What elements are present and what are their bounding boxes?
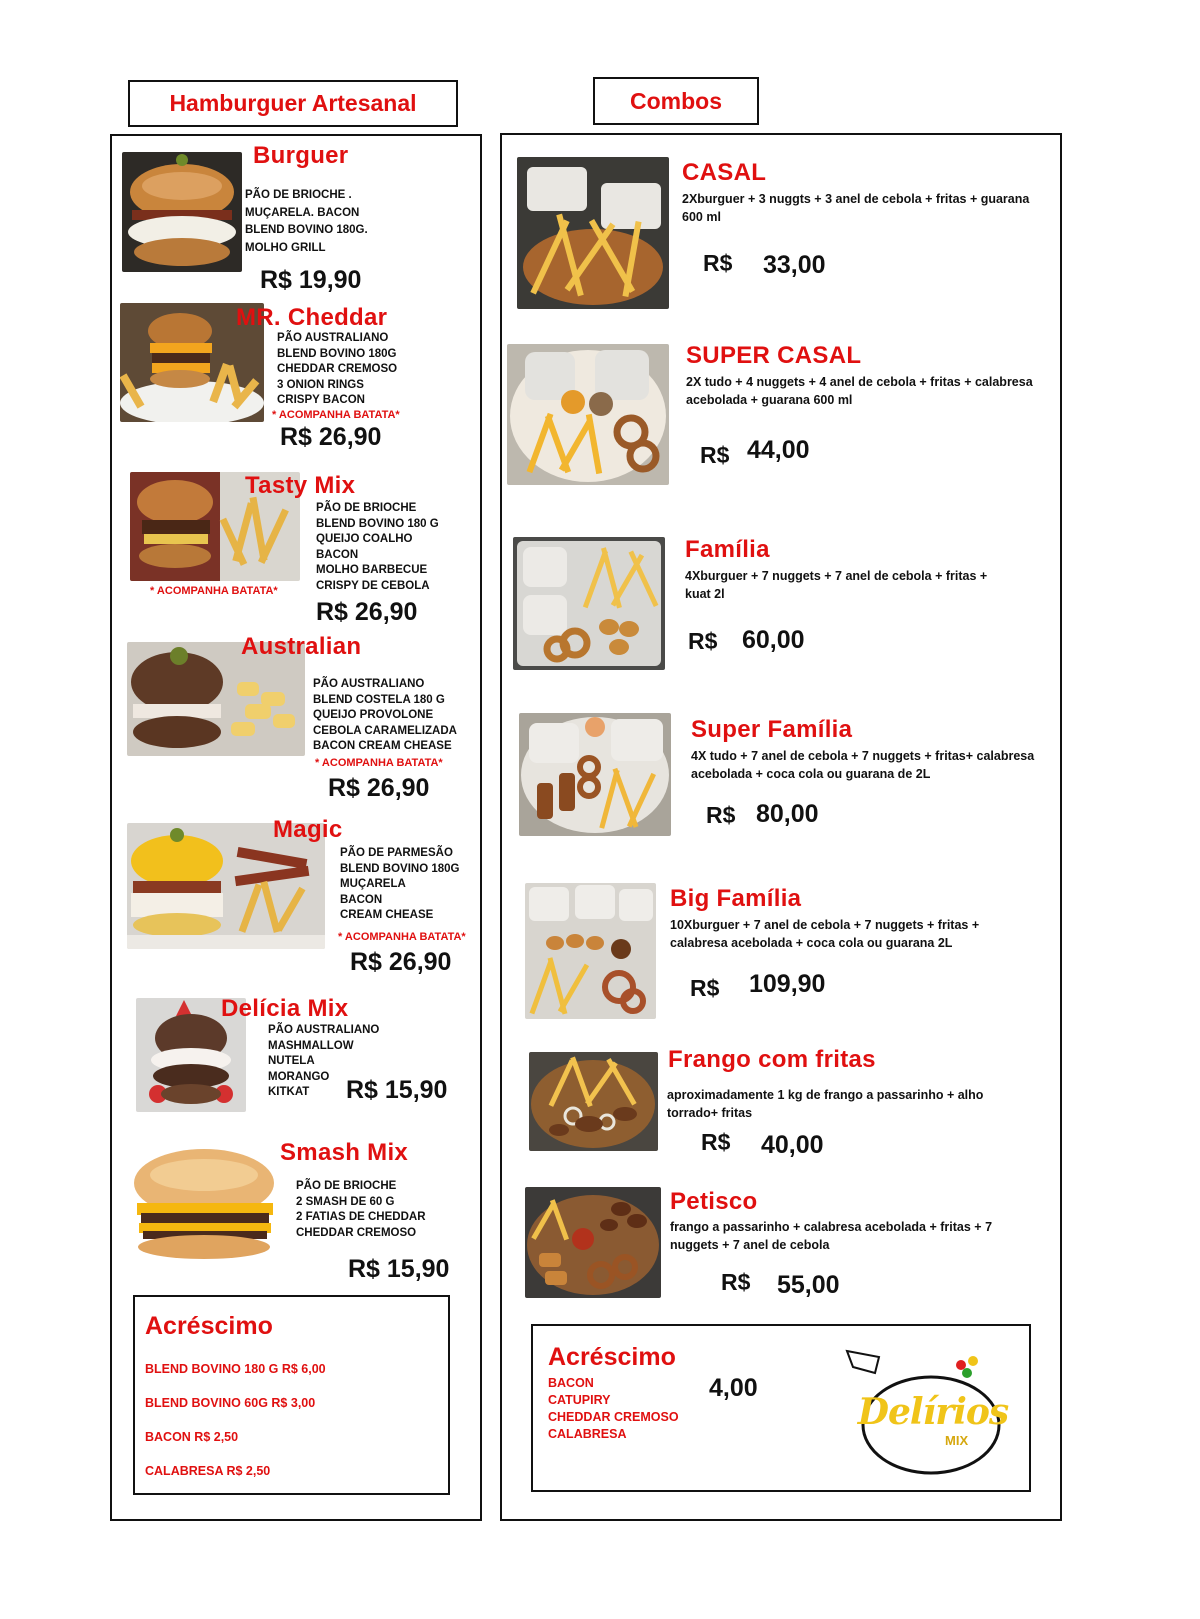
frango-photo bbox=[529, 1052, 658, 1151]
smash-mix-line: CHEDDAR CREMOSO bbox=[296, 1226, 417, 1239]
magic-description bbox=[340, 846, 460, 924]
familia-photo bbox=[513, 537, 665, 670]
australian-line: CEBOLA CARAMELIZADA bbox=[313, 724, 457, 737]
tasty-mix-line: BLEND BOVINO 180 G bbox=[316, 517, 439, 530]
super-casal-description: 2X tudo + 4 nuggets + 4 anel de cebola + fritas + calabresa acebolada + guarana 600 ml bbox=[686, 375, 1033, 407]
delicia-mix-line: PÃO AUSTRALIANO bbox=[268, 1024, 380, 1036]
magic-price: R$ 26,90 bbox=[350, 948, 452, 976]
burger-line: MOLHO GRILL bbox=[245, 241, 326, 254]
magic-title: Magic bbox=[273, 816, 343, 843]
casal-title: CASAL bbox=[682, 159, 767, 186]
familia-title: Família bbox=[685, 536, 770, 563]
mr-cheddar-line: PÃO AUSTRALIANO bbox=[277, 332, 389, 344]
smash-mix-price: R$ 15,90 bbox=[348, 1255, 450, 1283]
tasty-mix-line: QUEIJO COALHO bbox=[316, 533, 413, 545]
big-familia-photo bbox=[525, 883, 656, 1019]
mr-cheddar-description bbox=[277, 331, 397, 409]
petisco-description: frango a passarinho + calabresa acebolada + fritas + 7 nuggets + 7 anel de cebola bbox=[670, 1220, 993, 1252]
burger-description bbox=[245, 187, 368, 257]
petisco-photo bbox=[525, 1187, 661, 1298]
delicia-mix-line: NUTELA bbox=[268, 1055, 315, 1067]
petisco-title: Petisco bbox=[670, 1188, 758, 1215]
burger-photo bbox=[122, 152, 242, 272]
burger-price: R$ 19,90 bbox=[260, 266, 362, 294]
super-casal-photo bbox=[507, 344, 669, 485]
smash-mix-line: 2 SMASH DE 60 G bbox=[296, 1195, 395, 1208]
super-familia-description: 4X tudo + 7 anel de cebola + 7 nuggets + fritas+ calabresa acebolada + coca cola ou guarana de 2L bbox=[691, 749, 1035, 781]
burger-line: PÃO DE BRIOCHE . bbox=[245, 189, 352, 201]
super-familia-photo bbox=[519, 713, 671, 836]
casal-description: 2Xburguer + 3 nuggts + 3 anel de cebola + fritas + guarana 600 ml bbox=[682, 192, 1030, 224]
magic-line: MUÇARELA bbox=[340, 878, 406, 890]
super-casal-title: SUPER CASAL bbox=[686, 342, 862, 369]
casal-price: 33,00 bbox=[763, 251, 826, 279]
australian-title: Australian bbox=[241, 633, 362, 660]
combo-extras-title: Acréscimo bbox=[548, 1343, 676, 1371]
tasty-mix-price: R$ 26,90 bbox=[316, 598, 418, 626]
big-familia-currency: R$ bbox=[690, 975, 720, 1001]
familia-currency: R$ bbox=[688, 628, 718, 654]
combo-extras-price: 4,00 bbox=[709, 1374, 758, 1402]
delirios-mix-logo bbox=[845, 1345, 1009, 1480]
super-familia-title: Super Família bbox=[691, 716, 853, 743]
combo-extra-item: CALABRESA bbox=[548, 1427, 627, 1441]
mr-cheddar-title: MR. Cheddar bbox=[236, 304, 388, 331]
delicia-mix-title: Delícia Mix bbox=[221, 995, 349, 1022]
australian-line: BLEND COSTELA 180 G bbox=[313, 693, 445, 706]
tasty-mix-description bbox=[316, 501, 439, 594]
burger-line: BLEND BOVINO 180G. bbox=[245, 224, 368, 236]
petisco-price: 55,00 bbox=[777, 1271, 840, 1299]
australian-line: BACON CREAM CHEASE bbox=[313, 740, 452, 752]
burger-extra-item: CALABRESA R$ 2,50 bbox=[145, 1464, 271, 1478]
burger-extra-item: BACON R$ 2,50 bbox=[145, 1430, 239, 1444]
tasty-mix-line: CRISPY DE CEBOLA bbox=[316, 579, 430, 592]
magic-line: BLEND BOVINO 180G bbox=[340, 862, 460, 875]
mr-cheddar-line: BLEND BOVINO 180G bbox=[277, 347, 397, 360]
smash-mix-description bbox=[296, 1179, 426, 1241]
logo-wordmark: Delírios bbox=[857, 1391, 1009, 1433]
australian-price: R$ 26,90 bbox=[328, 774, 430, 802]
super-casal-currency: R$ bbox=[700, 442, 730, 468]
mr-cheddar-price: R$ 26,90 bbox=[280, 423, 382, 451]
super-familia-price: 80,00 bbox=[756, 800, 819, 828]
magic-line: BACON bbox=[340, 893, 383, 906]
australian-line: QUEIJO PROVOLONE bbox=[313, 709, 434, 721]
mr-cheddar-line: CRISPY BACON bbox=[277, 394, 365, 406]
magic-line: CREAM CHEASE bbox=[340, 909, 434, 921]
frango-currency: R$ bbox=[701, 1129, 731, 1155]
smash-mix-title: Smash Mix bbox=[280, 1139, 409, 1166]
combo-extra-item: BACON bbox=[548, 1376, 594, 1390]
familia-price: 60,00 bbox=[742, 626, 805, 654]
tasty-mix-side-note: * ACOMPANHA BATATA* bbox=[150, 585, 278, 597]
magic-side-note: * ACOMPANHA BATATA* bbox=[338, 931, 466, 943]
header-combos: Combos bbox=[593, 77, 759, 125]
smash-mix-line: 2 FATIAS DE CHEDDAR bbox=[296, 1211, 426, 1223]
burger-title: Burguer bbox=[253, 142, 349, 169]
tasty-mix-line: PÃO DE BRIOCHE bbox=[316, 502, 417, 514]
petisco-currency: R$ bbox=[721, 1269, 751, 1295]
tasty-mix-line: BACON bbox=[316, 548, 359, 561]
combo-extra-item: CHEDDAR CREMOSO bbox=[548, 1410, 679, 1424]
frango-title: Frango com fritas bbox=[668, 1046, 876, 1073]
burger-line: MUÇARELA. BACON bbox=[245, 206, 360, 219]
big-familia-title: Big Família bbox=[670, 885, 802, 912]
frango-price: 40,00 bbox=[761, 1131, 824, 1159]
combo-extra-item: CATUPIRY bbox=[548, 1393, 611, 1407]
super-casal-price: 44,00 bbox=[747, 436, 810, 464]
tasty-mix-title: Tasty Mix bbox=[245, 472, 356, 499]
mr-cheddar-side-note: * ACOMPANHA BATATA* bbox=[272, 409, 400, 421]
familia-description: 4Xburguer + 7 nuggets + 7 anel de cebola + fritas + kuat 2l bbox=[685, 569, 988, 601]
burger-extra-item: BLEND BOVINO 60G R$ 3,00 bbox=[145, 1396, 316, 1410]
super-familia-currency: R$ bbox=[706, 802, 736, 828]
delicia-mix-line: MASHMALLOW bbox=[268, 1039, 354, 1052]
delicia-mix-price: R$ 15,90 bbox=[346, 1076, 448, 1104]
mr-cheddar-line: 3 ONION RINGS bbox=[277, 378, 364, 391]
australian-line: PÃO AUSTRALIANO bbox=[313, 678, 425, 690]
burger-extras-title: Acréscimo bbox=[145, 1312, 273, 1340]
australian-side-note: * ACOMPANHA BATATA* bbox=[315, 757, 443, 769]
casal-currency: R$ bbox=[703, 250, 733, 276]
smash-mix-photo bbox=[131, 1147, 278, 1263]
magic-line: PÃO DE PARMESÃO bbox=[340, 847, 453, 859]
delicia-mix-line: KITKAT bbox=[268, 1086, 310, 1098]
header-hamburguer-artesanal: Hamburguer Artesanal bbox=[128, 80, 458, 127]
frango-description: aproximadamente 1 kg de frango a passarinho + alho torrado+ fritas bbox=[667, 1088, 984, 1120]
australian-description bbox=[313, 677, 457, 755]
logo-sub: MIX bbox=[945, 1433, 969, 1448]
big-familia-price: 109,90 bbox=[749, 970, 826, 998]
mr-cheddar-line: CHEDDAR CREMOSO bbox=[277, 363, 398, 375]
burger-extra-item: BLEND BOVINO 180 G R$ 6,00 bbox=[145, 1362, 326, 1376]
delicia-mix-line: MORANGO bbox=[268, 1070, 330, 1083]
big-familia-description: 10Xburguer + 7 anel de cebola + 7 nuggets + fritas + calabresa acebolada + coca cola ou guarana 2L bbox=[670, 918, 980, 950]
smash-mix-line: PÃO DE BRIOCHE bbox=[296, 1180, 397, 1192]
tasty-mix-line: MOLHO BARBECUE bbox=[316, 564, 428, 576]
casal-photo bbox=[517, 157, 669, 309]
